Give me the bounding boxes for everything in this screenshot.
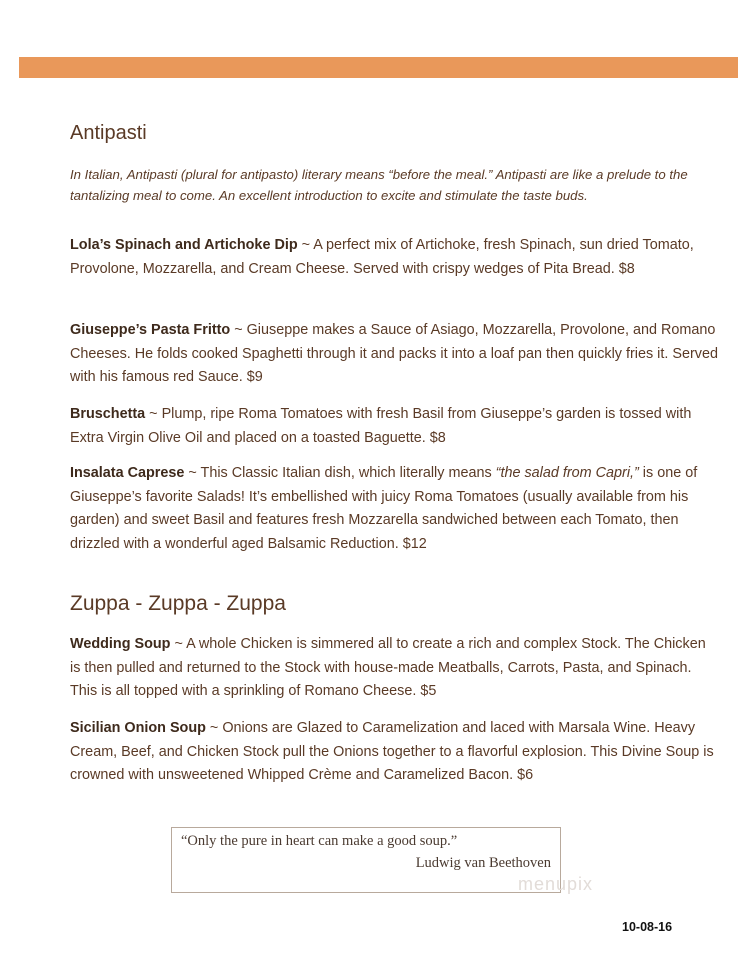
menu-item-description: ~ Onions are Glazed to Caramelization and laced with Marsala Wine. Heavy Cream, Beef, and Chicken Stock pull the Onions together to a flavorful explosion. This Divine Soup is crowned with unsweetened Whipped Crème and Caramelized Bacon. $6 [70, 720, 714, 783]
menu-item-name: Wedding Soup [70, 636, 171, 652]
menu-item-name: Giuseppe’s Pasta Fritto [70, 322, 231, 338]
quote-text: “Only the pure in heart can make a good soup.” [181, 833, 458, 849]
quote-box [171, 827, 561, 893]
antipasti-intro: In Italian, Antipasti (plural for antipasto) literary means “before the meal.” Antipasti are like a prelude to the tantalizing meal to come. An excellent introduction to excite and stimulate the taste buds. [70, 167, 688, 203]
menu-item-wedding-soup [70, 633, 720, 704]
quote-author: Ludwig van Beethoven [415, 855, 551, 871]
menu-item-pasta-fritto [70, 319, 720, 390]
menu-item-description: ~ Giuseppe makes a Sauce of Asiago, Mozzarella, Provolone, and Romano Cheeses. He folds cooked Spaghetti through it and packs it into a loaf pan then quickly fries it. Served with his famous red Sauce. $9 [70, 322, 718, 385]
antipasti-heading: Antipasti [70, 122, 147, 144]
menu-item-name: Lola’s Spinach and Artichoke Dip [70, 237, 298, 253]
header-accent-bar [19, 57, 738, 78]
menu-item-description-part: is one of Giuseppe’s favorite Salads! It’s embellished with juicy Roma Tomatoes (usually available from his garden) and sweet Basil and features fresh Mozzarella sandwiched between each Tomato, then drizzled with a wonderful aged Balsamic Reduction. $12 [70, 465, 698, 552]
menu-item-bruschetta [70, 403, 720, 450]
zuppa-heading: Zuppa - Zuppa - Zuppa [70, 592, 286, 615]
menu-item-description: ~ A perfect mix of Artichoke, fresh Spinach, sun dried Tomato, Provolone, Mozzarella, and Cream Cheese. Served with crispy wedges of Pita Bread. $8 [70, 237, 694, 277]
menu-item-spinach-artichoke-dip [70, 234, 720, 281]
menu-item-description-italic: “the salad from Capri,” [495, 465, 639, 481]
menu-item-description-part: ~ This Classic Italian dish, which literally means [184, 465, 496, 481]
menu-item-name: Sicilian Onion Soup [70, 720, 206, 736]
menu-item-name: Bruschetta [70, 406, 146, 422]
watermark-logo: menupix [518, 874, 594, 894]
menu-item-insalata-caprese [70, 462, 720, 556]
menu-item-description: ~ A whole Chicken is simmered all to create a rich and complex Stock. The Chicken is then pulled and returned to the Stock with house-made Meatballs, Carrots, Pasta, and Spinach. This is all topped with a sprinkling of Romano Cheese. $5 [70, 636, 706, 699]
menu-item-name: Insalata Caprese [70, 465, 185, 481]
date-stamp: 10-08-16 [622, 920, 673, 934]
menu-item-sicilian-onion-soup [70, 717, 720, 788]
menu-item-description: ~ Plump, ripe Roma Tomatoes with fresh Basil from Giuseppe’s garden is tossed with Extra Virgin Olive Oil and placed on a toasted Baguette. $8 [70, 406, 692, 446]
